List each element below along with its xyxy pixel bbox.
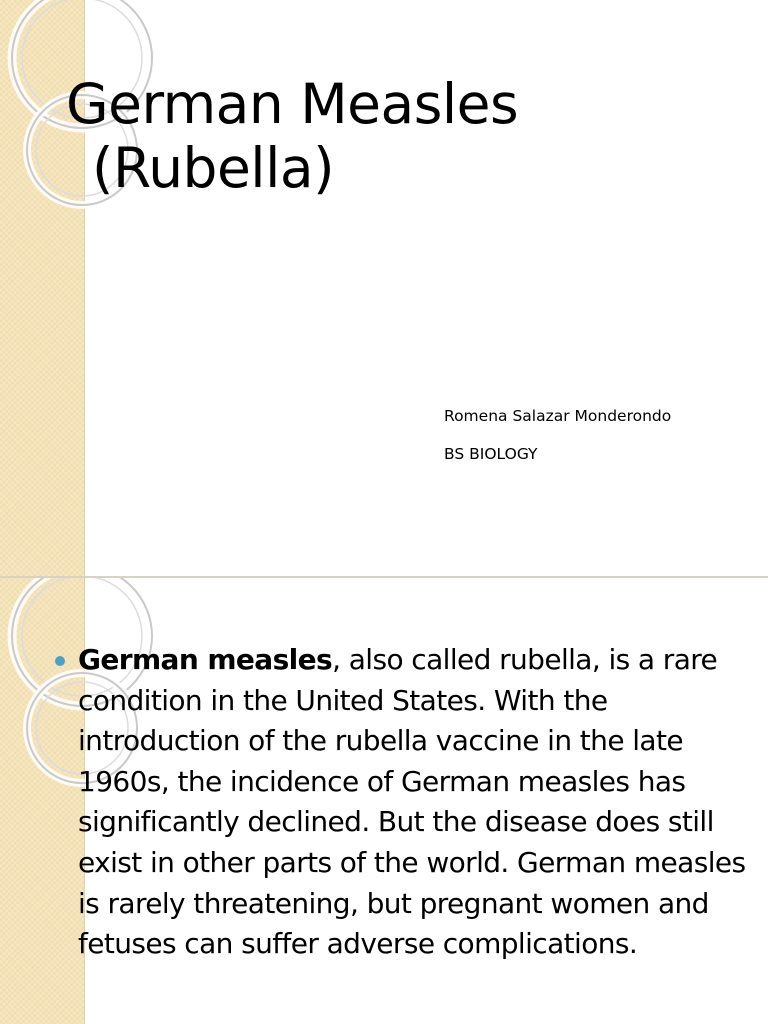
title-line-1: German Measles: [66, 72, 519, 136]
slide-title: [66, 72, 518, 200]
content-slide: [0, 578, 768, 1024]
bullet-list: [78, 640, 748, 965]
bullet-text: , also called rubella, is a rare condition in the United States. With the introduction of the rubella vaccine in the late 1960s, the incidence of German measles has significantly declined. But the disease does still exist in other parts of the world. German measles is rarely threatening, but pregnant women and fetuses can suffer adverse complications.: [78, 643, 746, 961]
bullet-dot-icon: [55, 656, 65, 666]
bold-term: German measles: [78, 643, 333, 676]
program-name: BS BIOLOGY: [444, 445, 538, 463]
slide-subtitle: [444, 406, 671, 464]
title-line-2: (Rubella): [92, 136, 335, 200]
author-name: Romena Salazar Monderondo: [444, 407, 672, 425]
decorative-side-band: [0, 578, 85, 1024]
list-item: [78, 640, 748, 965]
